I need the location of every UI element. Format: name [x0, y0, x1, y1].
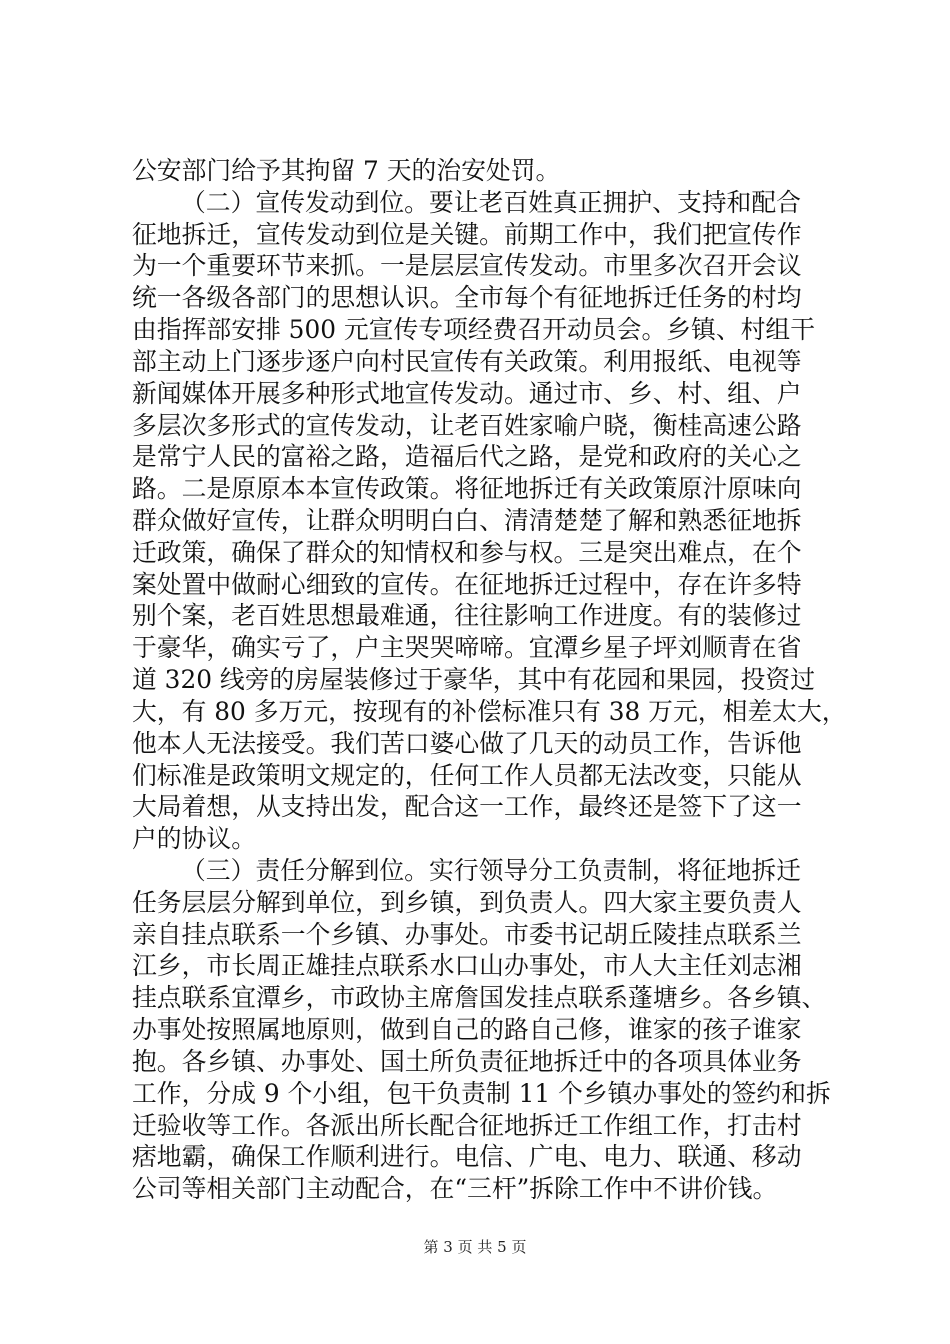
text-line: 是常宁人民的富裕之路，造福后代之路，是党和政府的关心之	[132, 442, 802, 472]
text-line: 亲自挂点联系一个乡镇、办事处。市委书记胡丘陵挂点联系兰	[132, 919, 802, 949]
text-line: 多层次多形式的宣传发动，让老百姓家喻户晓，衡桂高速公路	[132, 410, 802, 440]
text-line: 公司等相关部门主动配合，在“三杆”拆除工作中不讲价钱。	[132, 1174, 778, 1204]
text-line: 们标准是政策明文规定的，任何工作人员都无法改变，只能从	[132, 760, 802, 790]
text-line: 任务层层分解到单位，到乡镇，到负责人。四大家主要负责人	[132, 887, 802, 917]
text-line: 于豪华，确实亏了，户主哭哭啼啼。宜潭乡星子坪刘顺青在省	[132, 633, 802, 663]
text-line: 迁政策，确保了群众的知情权和参与权。三是突出难点，在个	[132, 537, 802, 567]
text-line: 征地拆迁，宣传发动到位是关键。前期工作中，我们把宣传作	[132, 219, 802, 249]
text-line: 公安部门给予其拘留 7 天的治安处罚。	[132, 156, 561, 185]
page-number-footer: 第 3 页 共 5 页	[423, 1238, 527, 1256]
text-line: 别个案，老百姓思想最难通，往往影响工作进度。有的装修过	[132, 601, 802, 631]
text-line: 部主动上门逐步逐户向村民宣传有关政策。利用报纸、电视等	[132, 346, 802, 376]
text-line: 江乡，市长周正雄挂点联系水口山办事处，市人大主任刘志湘	[132, 951, 802, 981]
text-line: 挂点联系宜潭乡，市政协主席詹国发挂点联系蓬塘乡。各乡镇、	[132, 983, 827, 1013]
text-line: 统一各级各部门的思想认识。全市每个有征地拆迁任务的村均	[132, 283, 802, 313]
text-line: 抱。各乡镇、办事处、国土所负责征地拆迁中的各项具体业务	[132, 1046, 802, 1076]
text-line: 工作，分成 9 个小组，包干负责制 11 个乡镇办事处的签约和拆	[132, 1078, 831, 1108]
text-line: 大局着想，从支持出发，配合这一工作，最终还是签下了这一	[132, 792, 802, 822]
text-line: 案处置中做耐心细致的宣传。在征地拆迁过程中，存在许多特	[132, 569, 802, 599]
text-line: 痞地霸，确保工作顺利进行。电信、广电、电力、联通、移动	[132, 1142, 802, 1172]
text-line: 他本人无法接受。我们苦口婆心做了几天的动员工作，告诉他	[132, 728, 802, 758]
text-line: 为一个重要环节来抓。一是层层宣传发动。市里多次召开会议	[132, 251, 802, 281]
text-line: 新闻媒体开展多种形式地宣传发动。通过市、乡、村、组、户	[132, 378, 802, 408]
text-line: 群众做好宣传，让群众明明白白、清清楚楚了解和熟悉征地拆	[132, 506, 802, 535]
text-line: 道 320 线旁的房屋装修过于豪华，其中有花园和果园，投资过	[132, 665, 816, 695]
text-line: 户的协议。	[132, 824, 256, 854]
text-line: 迁验收等工作。各派出所长配合征地拆迁工作组工作，打击村	[132, 1110, 802, 1140]
text-line: 办事处按照属地原则，做到自己的路自己修，谁家的孩子谁家	[132, 1015, 802, 1045]
paragraph-heading-line: （二）宣传发动到位。要让老百姓真正拥护、支持和配合	[181, 187, 801, 217]
text-line: 由指挥部安排 500 元宣传专项经费召开动员会。乡镇、村组干	[132, 315, 816, 345]
text-line: 路。二是原原本本宣传政策。将征地拆迁有关政策原汁原味向	[132, 474, 802, 504]
paragraph-heading-line: （三）责任分解到位。实行领导分工负责制，将征地拆迁	[181, 856, 801, 885]
text-line: 大，有 80 多万元，按现有的补偿标准只有 38 万元，相差太大，	[132, 696, 847, 726]
